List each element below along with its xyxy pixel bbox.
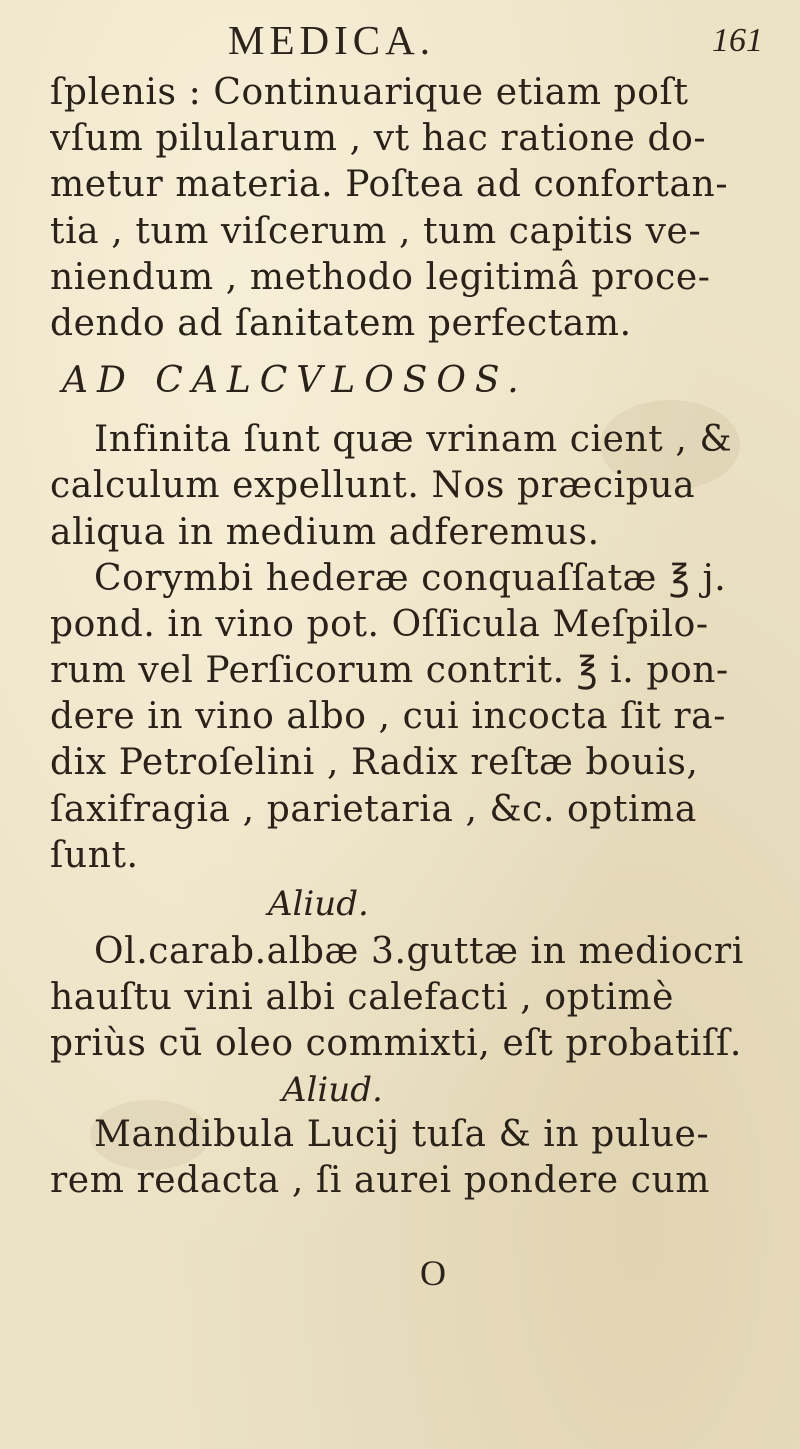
signature-mark: O	[420, 1253, 446, 1293]
text-line: dere in vino albo , cui incocta ſit ra-	[50, 696, 726, 738]
text-line: Mandibula Lucij tuſa & in puluе-	[94, 1113, 710, 1155]
text-line: tia , tum viſcerum , tum capitis ve-	[50, 210, 702, 252]
paragraph-continuation	[50, 70, 785, 347]
text-line: vſum pilularum , vt hac ratione do-	[50, 118, 707, 160]
text-line: hauſtu vini albi calefacti , optimè	[50, 977, 675, 1019]
section-heading: AD CALCVLOSOS.	[62, 360, 528, 402]
text-line: calculum expellunt. Nos præcipua	[50, 465, 696, 507]
running-head: MEDICA.	[228, 17, 435, 63]
text-line: ſunt.	[50, 834, 139, 876]
text-line: priùs cū oleo commixti, eſt probatiſſ.	[50, 1023, 742, 1065]
text-line: dendo ad ſanitatem perfectam.	[50, 302, 632, 344]
text-line: ſplenis : Continuarique etiam poſt	[50, 72, 689, 113]
text-line: pond. in vino pot. Oſſicula Meſpilo-	[50, 603, 709, 645]
text-line: Corymbi hederæ conquaſſatæ ℥ j.	[94, 557, 727, 599]
paragraph-recipe-1	[50, 556, 785, 879]
subheading-aliud: Aliud.	[268, 884, 369, 924]
page-number: 161	[712, 22, 763, 59]
text-line: rum vel Perſicorum contrit. ℥ i. pon-	[50, 650, 729, 692]
paragraph-recipe-2	[50, 929, 785, 1068]
text-line: ſaxifragia , parietaria , &c. optima	[50, 788, 697, 830]
paragraph-intro	[50, 417, 785, 556]
text-block	[50, 70, 785, 1204]
text-line: niendum , methodo legitimâ proce-	[50, 256, 711, 298]
page-header	[0, 14, 800, 64]
text-line: Infinita ſunt quæ vrinam cient , &	[94, 419, 733, 461]
paragraph-recipe-3	[50, 1112, 785, 1204]
text-line: Ol.carab.albæ 3.guttæ in mediocri	[94, 931, 744, 972]
subheading-aliud: Aliud.	[282, 1069, 383, 1110]
text-line: metur materia. Poſtea ad confortan-	[50, 164, 729, 206]
text-line: dix Petroſelini , Radix reſtæ bouis,	[50, 742, 699, 784]
text-line: rem redacta , ſi aurei pondere cum	[50, 1159, 711, 1201]
text-line: aliqua in medium adferemus.	[50, 511, 600, 553]
